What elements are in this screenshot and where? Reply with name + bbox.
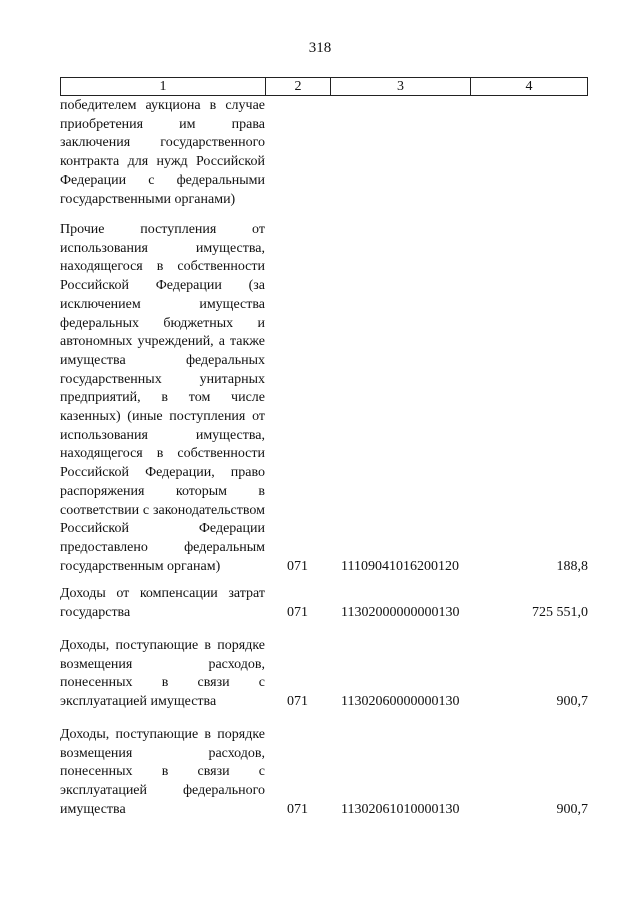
table-row xyxy=(60,726,588,820)
header-col-3: 3 xyxy=(331,78,471,95)
row-kbk: 11302060000000130 xyxy=(341,694,460,710)
header-col-2: 2 xyxy=(266,78,331,95)
table-row xyxy=(60,221,588,576)
page-number: 318 xyxy=(308,40,332,56)
row-code: 071 xyxy=(287,604,308,620)
row-amount: 188,8 xyxy=(556,558,588,574)
row-kbk: 11302000000000130 xyxy=(341,604,460,620)
row-kbk: 11302061010000130 xyxy=(341,801,460,817)
table-header xyxy=(60,77,588,96)
row-description: победителем аукциона в случае приобретения им права заключения государственного контракта для нужд Российской Федерации с федеральными государственными органами) xyxy=(60,98,265,207)
row-amount: 725 551,0 xyxy=(532,604,588,620)
table-row xyxy=(60,585,588,622)
row-description: Доходы от компенсации затрат государства xyxy=(60,586,265,620)
header-col-1: 1 xyxy=(61,78,266,95)
row-description: Доходы, поступающие в порядке возмещения расходов, понесенных в связи с эксплуатацией имущества xyxy=(60,638,265,710)
row-kbk: 11109041016200120 xyxy=(341,558,459,574)
table-row xyxy=(60,97,588,209)
row-code: 071 xyxy=(287,801,308,817)
row-amount: 900,7 xyxy=(556,801,588,817)
row-description: Доходы, поступающие в порядке возмещения расходов, понесенных в связи с эксплуатацией федерального имущества xyxy=(60,727,265,817)
table-row xyxy=(60,637,588,712)
row-code: 071 xyxy=(287,694,308,710)
header-col-4: 4 xyxy=(525,78,533,94)
row-amount: 900,7 xyxy=(556,694,588,710)
row-code: 071 xyxy=(287,558,308,574)
row-description: Прочие поступления от использования имущества, находящегося в собственности Российской Федерации (за исключением имущества федеральных бюджетных и автономных учреждений, а также имущества федеральных государственных унитарных предприятий, в том числе казенных) (иные поступления от использования имущества, находящегося в собственности Российской Федерации, право распоряжения которым в соответствии с законодательством Российской Федерации предоставлено федеральным государственным органам) xyxy=(60,222,265,574)
